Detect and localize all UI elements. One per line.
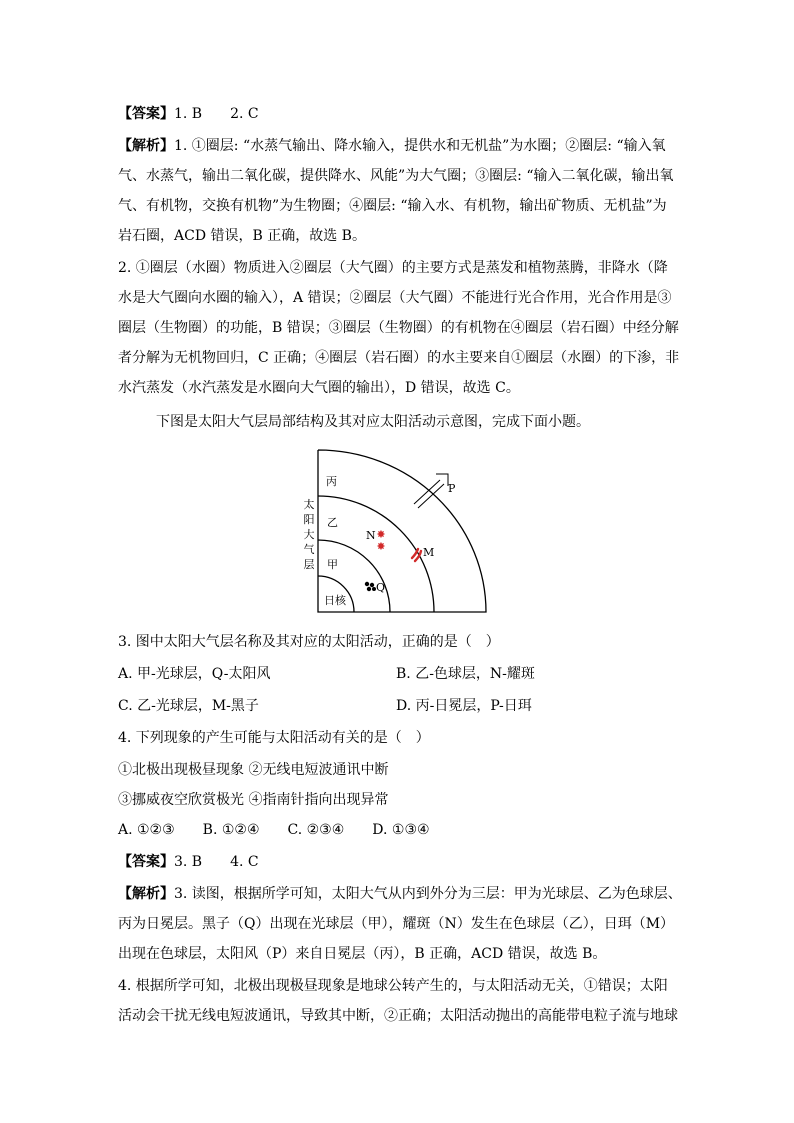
analysis-line: 岩石圈，ACD 错误，B 正确，故选 B。	[118, 228, 366, 244]
flare-icon	[376, 528, 385, 553]
analysis-line: 出现在色球层，太阳风（P）来自日冕层（丙），B 正确，ACD 错误，故选 B。	[118, 946, 607, 962]
analysis-label: 【解析】	[118, 138, 174, 154]
answer-label: 【答案】	[118, 854, 174, 870]
answer-line-2	[118, 852, 259, 872]
side-char: 太	[303, 498, 315, 511]
figure-intro: 下图是太阳大气层局部结构及其对应太阳活动示意图，完成下面小题。	[156, 414, 590, 430]
analysis-text: 1. ①圈层: “水蒸气输出、降水输入，提供水和无机盐”为水圈；②圈层: “输入氧	[174, 138, 666, 154]
q3-option-b: B. 乙-色球层，N-耀斑	[396, 666, 535, 682]
analysis-line: 活动会干扰无线电短波通讯，导致其中断，②正确；太阳活动抛出的高能带电粒子流与地球	[118, 1008, 678, 1024]
layer-label-core: 日核	[324, 594, 346, 607]
marker-label-m: M	[423, 546, 435, 559]
layer-label-inner: 甲	[327, 558, 338, 571]
answer-text: 1. B 2. C	[174, 106, 259, 122]
analysis-line: 水是大气圈向水圈的输入），A 错误；②圈层（大气圈）不能进行光合作用，光合作用是③	[118, 290, 672, 306]
solar-atmosphere-diagram	[300, 446, 494, 616]
layer-label-outer: 丙	[326, 475, 337, 488]
marker-label-p: P	[448, 482, 456, 495]
analysis-line: 者分解为无机物回归，C 正确；④圈层（岩石圈）的水主要来自①圈层（水圈）的下渗，非	[118, 350, 680, 366]
analysis-line: 4. 根据所学可知，北极出现极昼现象是地球公转产生的，与太阳活动无关，①错误；太阳	[118, 978, 668, 994]
outer-boundary	[318, 450, 486, 612]
q4-options: A. ①②③ B. ①②④ C. ②③④ D. ①③④	[118, 822, 430, 838]
analysis-line	[118, 136, 666, 156]
svg-text:✸: ✸	[376, 528, 386, 541]
sunspot-icon	[365, 582, 376, 591]
prominence-icon	[412, 549, 421, 561]
analysis-line: 气、有机物，交换有机物”为生物圈；④圈层: “输入水、有机物，输出矿物质、无机盐”为	[118, 198, 667, 214]
question-4-stem: 4. 下列现象的产生可能与太阳活动有关的是（ ）	[118, 730, 430, 746]
analysis-line: 2. ①圈层（水圈）物质进入②圈层（大气圈）的主要方式是蒸发和植物蒸腾，非降水（降	[118, 260, 668, 276]
svg-text:✸: ✸	[376, 540, 386, 553]
analysis-line: 丙为日冕层。黑子（Q）出现在光球层（甲），耀斑（N）发生在色球层（乙），日珥（M）	[118, 916, 675, 932]
analysis-line: 气、水蒸气，输出二氧化碳，提供降水、风能”为大气圈；③圈层: “输入二氧化碳，输出氧	[118, 168, 674, 184]
analysis-line	[118, 884, 682, 904]
answer-text: 3. B 4. C	[174, 854, 259, 870]
q3-option-c: C. 乙-光球层，M-黑子	[118, 698, 259, 714]
analysis-text: 3. 读图，根据所学可知，太阳大气从内到外分为三层：甲为光球层、乙为色球层、	[174, 886, 682, 902]
layer-label-middle: 乙	[327, 516, 338, 529]
side-char: 阳	[303, 513, 315, 526]
analysis-line: 圈层（生物圈）的功能，B 错误；③圈层（生物圈）的有机物在④圈层（岩石圈）中经分解	[118, 320, 679, 336]
analysis-line: 水汽蒸发（水汽蒸发是水圈向大气圈的输出），D 错误，故选 C。	[118, 380, 520, 396]
marker-label-q: Q	[376, 581, 386, 594]
answer-label: 【答案】	[118, 106, 174, 122]
q3-option-a: A. 甲-光球层，Q-太阳风	[118, 666, 271, 682]
analysis-label: 【解析】	[118, 886, 174, 902]
question-3-stem: 3. 图中太阳大气层名称及其对应的太阳活动，正确的是（ ）	[118, 634, 500, 650]
marker-label-n: N	[366, 529, 376, 542]
side-char: 气	[303, 543, 315, 556]
side-char: 大	[303, 528, 315, 541]
answer-line-1	[118, 104, 259, 124]
side-char: 层	[303, 558, 315, 571]
side-label	[304, 497, 315, 571]
q4-items-1: ①北极出现极昼现象 ②无线电短波通讯中断	[118, 762, 389, 778]
q4-items-2: ③挪威夜空欣赏极光 ④指南针指向出现异常	[118, 792, 389, 808]
q3-option-d: D. 丙-日冕层，P-日珥	[396, 698, 532, 714]
